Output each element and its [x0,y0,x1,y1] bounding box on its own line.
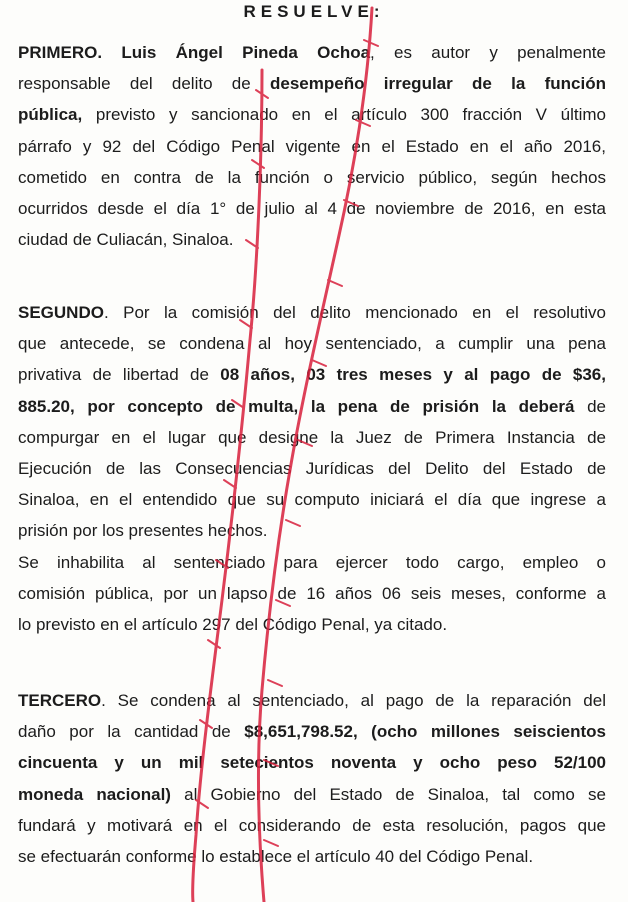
text-line [18,614,606,636]
text-line [18,229,606,251]
text-run: compurgar en el lugar que designe la Juez de Primera Instancia de [18,427,606,447]
text-run: párrafo y 92 del Código Penal vigente en el Estado en el año 2016, [18,136,606,156]
text-line [18,784,606,806]
text-line [18,333,606,355]
bold-text: cincuenta y un mil setecientos noventa y ocho peso 52/100 [18,753,606,773]
text-line [18,552,606,574]
text-run: se efectuarán conforme lo establece el artículo 40 del Código Penal. [18,847,534,866]
text-run [102,43,121,62]
text-run: ciudad de Culiacán, Sinaloa. [18,230,234,250]
text-run: Sinaloa, en el entendido que su computo iniciará el día que ingrese a [18,490,606,510]
text-line [18,198,606,220]
text-run: comisión pública, por un lapso de 16 años 06 seis meses, conforme a [18,583,606,603]
text-run: prisión por los presentes hechos. [18,521,268,541]
text-line [18,396,606,418]
text-run: al Gobierno del Estado de Sinaloa, tal como se [170,784,607,804]
bold-text: TERCERO [18,691,102,710]
bold-text: pública, [18,105,83,125]
document-title: RESUELVE: [243,2,385,21]
text-run: fundará y motivará en el considerando de esta resolución, pagos que [18,815,606,835]
bold-text: $8,651,798.52, (ocho millones seiscientos [244,722,606,742]
text-line [18,846,606,868]
bold-text: moneda nacional) [18,784,171,804]
bold-text: SEGUNDO [18,303,104,322]
text-run: responsable del delito de [18,74,271,94]
bold-text: Luis Ángel Pineda Ochoa [121,43,371,62]
text-run: Se inhabilita al sentenciado para ejercer todo cargo, empleo o [18,552,606,572]
bold-text: 08 años, 03 tres meses y al pago de $36, [220,365,606,385]
text-line [18,489,606,511]
text-line [18,104,606,126]
text-run: cometido en contra de la función o servicio público, según hechos [18,167,606,187]
text-run: . Por la comisión del delito mencionado en el resolutivo [103,303,606,322]
text-line [18,42,606,64]
text-run: de [574,396,606,416]
text-run: lo previsto en el artículo 297 del Código Penal, ya citado. [18,615,448,634]
text-line [18,690,606,712]
text-run: Ejecución de las Consecuencias Jurídicas del Delito del Estado de [18,459,606,478]
text-run: ocurridos desde el día 1° de julio al 4 de noviembre de 2016, en esta [18,199,606,218]
text-line [18,364,606,386]
strike-line-left [193,70,262,902]
text-line [18,583,606,605]
text-line [18,752,606,774]
text-run: privativa de libertad de [18,365,221,385]
text-line [18,167,606,189]
text-line [18,520,606,542]
text-run: , es autor y penalmente [370,43,606,62]
text-line [18,73,606,95]
bold-text: PRIMERO. [18,43,103,62]
text-line [18,427,606,449]
text-line [18,302,606,324]
text-run: que antecede, se condena al hoy sentenciado, a cumplir una pena [18,334,606,354]
bold-text: 885.20, por concepto de multa, la pena de prisión la deberá [18,396,575,416]
text-line [18,815,606,837]
text-run: daño por la cantidad de [18,722,245,742]
text-line [18,721,606,743]
text-line [18,458,606,480]
text-run: . Se condena al sentenciado, al pago de la reparación del [101,691,606,710]
bold-text: desempeño irregular de la función [270,74,607,94]
text-line [18,136,606,158]
text-run: previsto y sancionado en el artículo 300 fracción V último [82,105,606,125]
